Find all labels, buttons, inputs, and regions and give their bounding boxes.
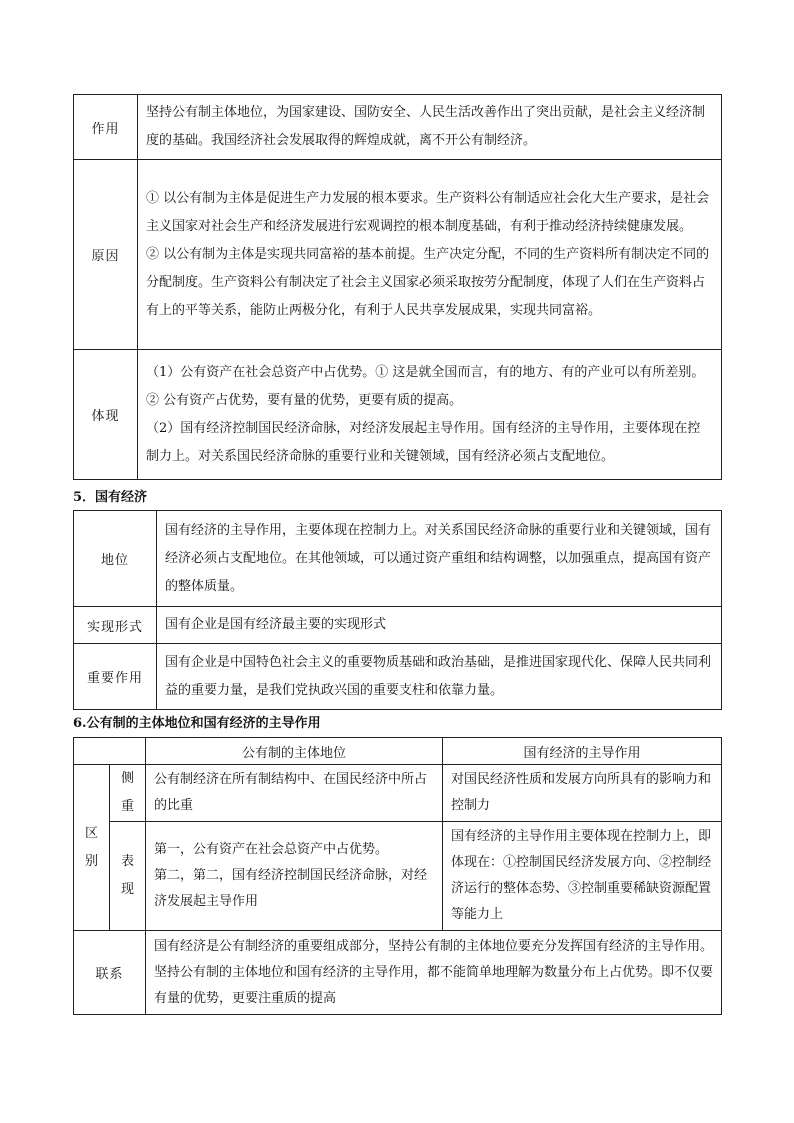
label-char: 表 — [120, 854, 134, 869]
row-label-role: 作用 — [74, 95, 138, 160]
row-content-status: 国有经济的主导作用，主要体现在控制力上。对关系国民经济命脉的重要行业和关键领域，国有经济必须占支配地位。在其他领域，可以通过资产重组和结构调整，以加强重点，提高国有资产的整体质量。 — [157, 511, 722, 607]
paragraph: ① 以公有制为主体是促进生产力发展的根本要求。生产资料公有制适应社会化大生产要求，是社会主义国家对社会生产和经济发展进行宏观调控的根本制度基础，有利于推动经济持续健康发展。 — [146, 190, 710, 234]
relation-content: 国有经济是公有制经济的重要组成部分，坚持公有制的主体地位要充分发挥国有经济的主导作用。坚持公有制的主体地位和国有经济的主导作用，都不能简单地理解为数量分布上占优势。即不仅要有量的优势，更要注重质的提高 — [146, 931, 722, 1015]
table-row — [74, 160, 722, 350]
manifestation-right-cell: 国有经济的主导作用主要体现在控制力上，即体现在：①控制国民经济发展方向、②控制经济运行的整体态势、③控制重要稀缺资源配置等能力上 — [443, 822, 722, 931]
row-content-embodiment — [138, 350, 722, 480]
empty-header-cell — [74, 738, 146, 765]
row-content-reason — [138, 160, 722, 350]
row-label-reason: 原因 — [74, 160, 138, 350]
table-row — [74, 607, 722, 644]
row-label-status: 地位 — [74, 511, 157, 607]
paragraph: ② 以公有制为主体是实现共同富裕的基本前提。生产决定分配，不同的生产资料所有制决定不同的分配制度。生产资料公有制决定了社会主义国家必须采取按劳分配制度，体现了人们在生产资料占有上的平等关系，能防止两极分化，有利于人民共享发展成果，实现共同富裕。 — [146, 246, 710, 318]
row-content-role — [138, 95, 722, 160]
label-char: 重 — [120, 799, 134, 814]
table-row — [74, 95, 722, 160]
section-heading-6: 6.公有制的主体地位和国有经济的主导作用 — [73, 716, 321, 731]
label-char: 区 — [84, 825, 98, 841]
column-header: 公有制的主体地位 — [146, 738, 443, 765]
relation-label: 联系 — [74, 931, 146, 1015]
paragraph: 第二，第二，国有经济控制国民经济命脉，对经济发展起主导作用 — [154, 868, 428, 909]
paragraph: 第一，公有资产在社会总资产中占优势。 — [154, 842, 389, 857]
row-content-importance: 国有企业是中国特色社会主义的重要物质基础和政治基础，是推进国家现代化、保障人民共同利益的重要力量，是我们党执政兴国的重要支柱和依靠力量。 — [157, 644, 722, 710]
label-char: 侧 — [120, 771, 134, 786]
table-row — [74, 350, 722, 480]
table-row — [74, 644, 722, 710]
section-heading-5: 5．国有经济 — [73, 490, 148, 505]
state-economy-table — [73, 510, 722, 710]
table-row — [74, 765, 722, 822]
emphasis-right-cell: 对国民经济性质和发展方向所具有的影响力和控制力 — [443, 765, 722, 822]
paragraph: （1）公有资产在社会总资产中占优势。① 这是就全国而言，有的地方、有的产业可以有所差别。② 公有资产占优势，要有量的优势，更要有质的提高。 — [146, 364, 705, 408]
emphasis-label — [110, 765, 146, 822]
row-label-form: 实现形式 — [74, 607, 157, 644]
row-content-form: 国有企业是国有经济最主要的实现形式 — [157, 607, 722, 644]
table-row — [74, 931, 722, 1015]
difference-label — [74, 765, 110, 931]
manifestation-left-cell — [146, 822, 443, 931]
column-header: 国有经济的主导作用 — [443, 738, 722, 765]
label-char: 现 — [120, 882, 134, 897]
table-row — [74, 511, 722, 607]
row-label-importance: 重要作用 — [74, 644, 157, 710]
paragraph: 坚持公有制主体地位，为国家建设、国防安全、人民生活改善作出了突出贡献，是社会主义经济制度的基础。我国经济社会发展取得的辉煌成就，离不开公有制经济。 — [146, 105, 706, 148]
paragraph: （2）国有经济控制国民经济命脉，对经济发展起主导作用。国有经济的主导作用，主要体现在控制力上。对关系国民经济命脉的重要行业和关键领域，国有经济必须占支配地位。 — [146, 420, 701, 464]
label-char: 别 — [84, 853, 98, 869]
manifestation-label — [110, 822, 146, 931]
table-row — [74, 822, 722, 931]
table-header-row — [74, 738, 722, 765]
comparison-table — [73, 737, 722, 1015]
row-label-embodiment: 体现 — [74, 350, 138, 480]
public-ownership-table — [73, 94, 722, 480]
emphasis-left-cell: 公有制经济在所有制结构中、在国民经济中所占的比重 — [146, 765, 443, 822]
